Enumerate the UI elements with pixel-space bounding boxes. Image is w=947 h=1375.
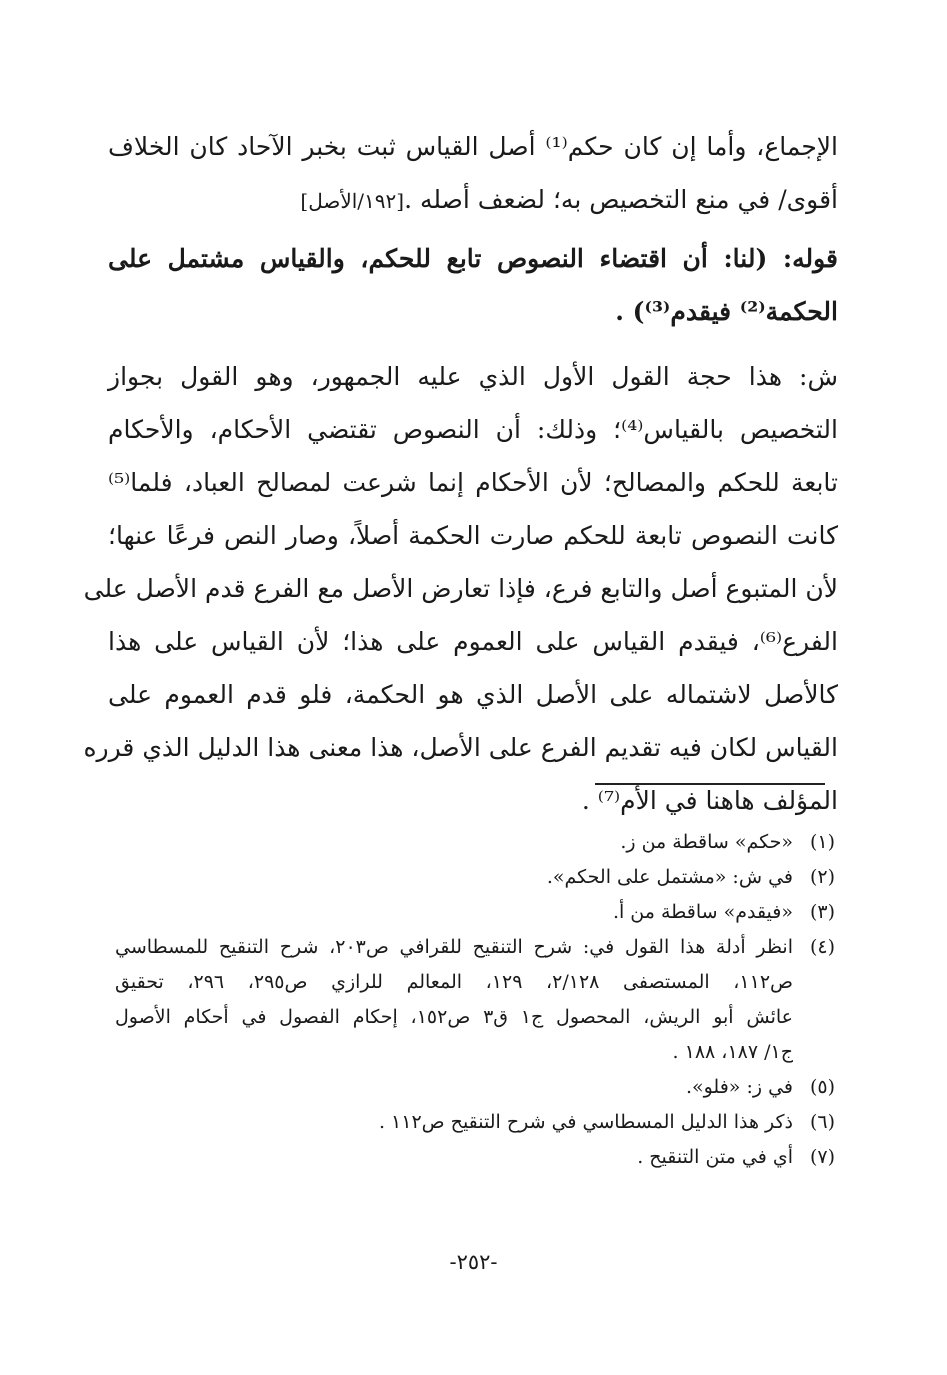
footnote-number: (٣): [809, 901, 835, 923]
text-line: تابعة للحكم والمصالح؛ لأن الأحكام إنما شرعت لمصالح العباد، فلما⁽⁵⁾: [108, 468, 839, 497]
footnote: [115, 860, 835, 895]
paragraph-3-commentary: [83, 350, 839, 827]
margin-reference: [١٩٢/الأصل]: [300, 189, 405, 213]
text-line: كالأصل لاشتماله على الأصل الذي هو الحكمة، فلو قدم العموم على: [108, 680, 838, 709]
page-number: -٢٥٢-: [449, 1250, 498, 1274]
footnote-text: ص١١٢، المستصفى ٢/١٢٨، ١٢٩، المعالم للرازي ص٢٩٥، ٢٩٦، تحقيق: [115, 971, 794, 993]
footnote-text: في ش: «مشتمل على الحكم».: [546, 866, 793, 888]
footnote-text: «حكم» ساقطة من ز.: [620, 831, 793, 853]
main-text: [83, 120, 839, 827]
text-line: الحكمة⁽²⁾ فيقدم⁽³⁾) .: [615, 297, 838, 326]
footnote-text: ذكر هذا الدليل المسطاسي في شرح التنقيح ص١١٢ .: [378, 1111, 793, 1133]
paragraph-1: [108, 120, 838, 228]
text-line: لأن المتبوع أصل والتابع فرع، فإذا تعارض الأصل مع الفرع قدم الأصل على: [83, 574, 838, 603]
footnote-text: انظر أدلة هذا القول في: شرح التنقيح للقرافي ص٢٠٣، شرح التنقيح للمسطاسي: [115, 936, 793, 958]
footnote-number: (٢): [809, 866, 835, 888]
paragraph-2-quote: [108, 232, 838, 338]
footnote-text: أي في متن التنقيح .: [637, 1146, 793, 1168]
footnotes: [115, 825, 835, 1175]
footnote-number: (٥): [809, 1076, 835, 1098]
text-line: الفرع⁽⁶⁾، فيقدم القياس على العموم على هذا؛ لأن القياس على هذا: [108, 627, 838, 656]
text-line: كانت النصوص تابعة للحكم صارت الحكمة أصلاً، وصار النص فرعًا عنها؛: [108, 521, 838, 550]
footnote: [115, 895, 835, 930]
footnote-text: عائش أبو الريش، المحصول ج١ ق٣ ص١٥٢، إحكام الفصول في أحكام الأصول: [115, 1006, 793, 1028]
text-line: الإجماع، وأما إن كان حكم⁽¹⁾ أصل القياس ثبت بخبر الآحاد كان الخلاف: [108, 132, 838, 161]
footnote-text: ج١/ ١٨٧، ١٨٨ .: [672, 1041, 793, 1063]
footnote-text: في ز: «فلو».: [685, 1076, 793, 1098]
text-line: القياس لكان فيه تقديم الفرع على الأصل، هذا معنى هذا الدليل الذي قرره: [83, 733, 838, 762]
text-line: ش: هذا حجة القول الأول الذي عليه الجمهور، وهو القول بجواز: [108, 362, 838, 391]
footnote-number: (١): [809, 831, 835, 853]
footnote: [115, 1070, 835, 1105]
footnote-separator: [595, 783, 825, 785]
text-line: [108, 173, 838, 228]
text-line: المؤلف هاهنا في الأم⁽⁷⁾ .: [581, 786, 838, 815]
text-line-content: أقوى/ في منع التخصيص به؛ لضعف أصله .: [404, 185, 838, 214]
footnote: [115, 1140, 835, 1175]
footnote: [115, 1105, 835, 1140]
text-line: قوله: (لنا: أن اقتضاء النصوص تابع للحكم، والقياس مشتمل على: [108, 244, 838, 273]
text-line: التخصيص بالقياس⁽⁴⁾؛ وذلك: أن النصوص تقتضي الأحكام، والأحكام: [108, 415, 838, 444]
footnote: [115, 825, 835, 860]
footnote-number: (٦): [809, 1111, 835, 1133]
footnote-number: (٤): [809, 936, 835, 958]
footnote-text: «فيقدم» ساقطة من أ.: [612, 901, 793, 923]
footnote-number: (٧): [809, 1146, 835, 1168]
footnote: [115, 930, 835, 1070]
